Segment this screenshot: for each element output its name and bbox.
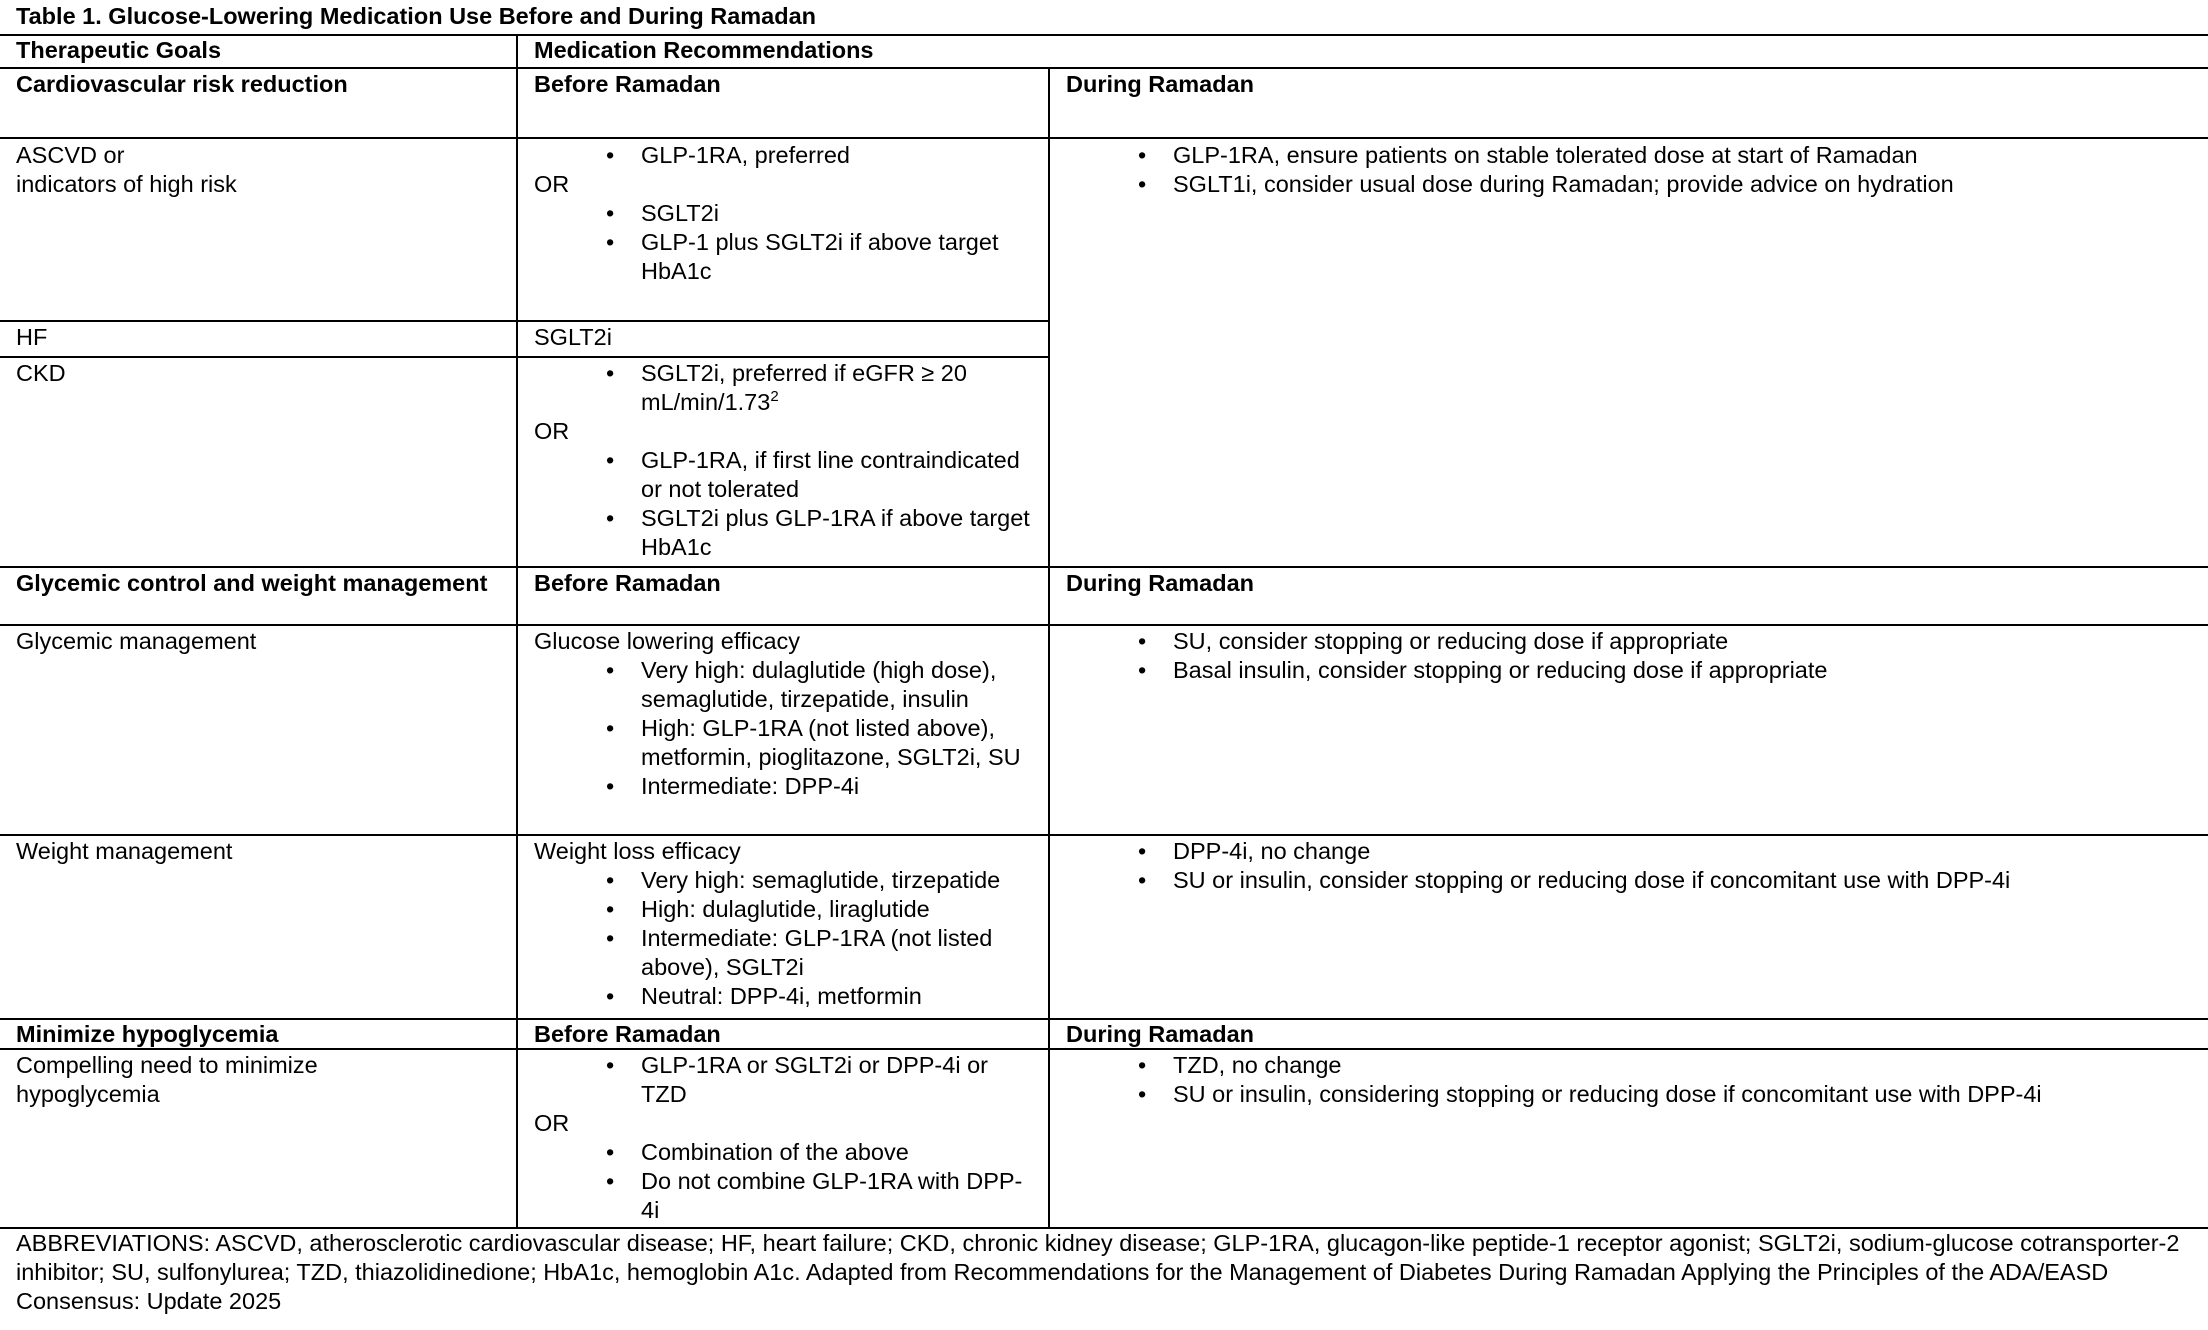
list-item: • GLP-1RA, preferred (534, 141, 1034, 170)
list-item: • SU or insulin, consider stopping or reducing dose if concomitant use with DPP-4i (1066, 866, 2196, 895)
goal-weight-management: Weight management (16, 838, 233, 864)
glycemic-before (534, 627, 1034, 801)
weight-during (1066, 837, 2196, 895)
list-item: • Intermediate: GLP-1RA (not listed above), SGLT2i (534, 924, 1034, 982)
list-item: • SGLT2i (534, 199, 1034, 228)
col-divider-1 (516, 34, 518, 1229)
before-ramadan-label: Before Ramadan (534, 1021, 721, 1047)
goal-hypoglycemia (16, 1051, 318, 1109)
rule-weight-top (0, 834, 2208, 836)
rule-section2-top (0, 566, 2208, 568)
rule-ckd-top (0, 356, 1049, 358)
rule-top (0, 34, 2208, 36)
list-item: • SGLT1i, consider usual dose during Ramadan; provide advice on hydration (1066, 170, 2196, 199)
during-ramadan-label: During Ramadan (1066, 570, 1255, 596)
or-text: OR (534, 1110, 570, 1136)
goal-hf: HF (16, 324, 48, 350)
list-item: • GLP-1RA, if first line contraindicated or not tolerated (534, 446, 1034, 504)
header-medication-recommendations: Medication Recommendations (534, 37, 874, 63)
goal-ckd: CKD (16, 360, 66, 386)
list-item: • TZD, no change (1066, 1051, 2196, 1080)
during-ramadan-label: During Ramadan (1066, 71, 1255, 97)
list-item: • SU, consider stopping or reducing dose if appropriate (1066, 627, 2196, 656)
hf-before: SGLT2i (534, 324, 612, 350)
list-item: • Intermediate: DPP-4i (534, 772, 1034, 801)
goal-hypo-line1: Compelling need to minimize (16, 1052, 318, 1078)
list-item: • DPP-4i, no change (1066, 837, 2196, 866)
superscript: 2 (770, 388, 779, 406)
rule-hf-top (0, 320, 1049, 322)
ckd-before (534, 359, 1034, 562)
abbreviations-footnote: ABBREVIATIONS: ASCVD, atherosclerotic cardiovascular disease; HF, heart failure; CKD, chronic kidney disease; GLP-1RA, glucagon-like peptide-1 receptor agonist; SGLT2i, sodium-glucose cotransporter-2 inhibitor; SU, sulfonylurea; TZD, thiazolidinedione; HbA1c, hemoglobin A1c. Adapted from Recommendations for the Management of Diabetes During Ramadan Applying the Principles of the ADA/EASD Consensus: Update 2025 (16, 1230, 2180, 1314)
header-therapeutic-goals: Therapeutic Goals (16, 37, 222, 63)
list-item: • SGLT2i plus GLP-1RA if above target HbA1c (534, 504, 1034, 562)
hypo-during (1066, 1051, 2196, 1109)
efficacy-intro: Weight loss efficacy (534, 838, 741, 864)
goal-hypo-line2: hypoglycemia (16, 1081, 160, 1107)
glycemic-during (1066, 627, 2196, 685)
ascvd-during (1066, 141, 2196, 199)
or-text: OR (534, 171, 570, 197)
hypo-before (534, 1051, 1034, 1225)
list-item: • Neutral: DPP-4i, metformin (534, 982, 1034, 1011)
table-title: Table 1. Glucose-Lowering Medication Use Before and During Ramadan (16, 3, 817, 29)
section-heading-glycemic: Glycemic control and weight management (16, 570, 488, 596)
goal-glycemic-management: Glycemic management (16, 628, 257, 654)
goal-ascvd (16, 141, 237, 199)
ckd-egfr-text: SGLT2i, preferred if eGFR ≥ 20 mL/min/1.73 (641, 360, 967, 415)
goal-ascvd-line2: indicators of high risk (16, 171, 237, 197)
list-item: • Very high: dulaglutide (high dose), semaglutide, tirzepatide, insulin (534, 656, 1034, 714)
rule-section1-head (0, 137, 2208, 139)
list-item: • GLP-1RA, ensure patients on stable tolerated dose at start of Ramadan (1066, 141, 2196, 170)
list-item: • GLP-1RA or SGLT2i or DPP-4i or TZD (534, 1051, 1034, 1109)
list-item: • Very high: semaglutide, tirzepatide (534, 866, 1034, 895)
during-ramadan-label: During Ramadan (1066, 1021, 1255, 1047)
list-item: • SU or insulin, considering stopping or reducing dose if concomitant use with DPP-4i (1066, 1080, 2196, 1109)
efficacy-intro: Glucose lowering efficacy (534, 628, 801, 654)
list-item: • Basal insulin, consider stopping or reducing dose if appropriate (1066, 656, 2196, 685)
list-item (534, 359, 1034, 417)
col-divider-2 (1048, 67, 1050, 1229)
list-item: • High: dulaglutide, liraglutide (534, 895, 1034, 924)
list-item: • Combination of the above (534, 1138, 1034, 1167)
before-ramadan-label: Before Ramadan (534, 570, 721, 596)
ascvd-before (534, 141, 1034, 286)
list-item: • High: GLP-1RA (not listed above), metformin, pioglitazone, SGLT2i, SU (534, 714, 1034, 772)
rule-section2-head (0, 624, 2208, 626)
goal-ascvd-line1: ASCVD or (16, 142, 125, 168)
before-ramadan-label: Before Ramadan (534, 71, 721, 97)
section-heading-hypoglycemia: Minimize hypoglycemia (16, 1021, 279, 1047)
or-text: OR (534, 418, 570, 444)
rule-header (0, 67, 2208, 69)
weight-before (534, 837, 1034, 1011)
section-heading-cardiovascular: Cardiovascular risk reduction (16, 71, 348, 97)
list-item: • Do not combine GLP-1RA with DPP-4i (534, 1167, 1034, 1225)
list-item: • GLP-1 plus SGLT2i if above target HbA1c (534, 228, 1034, 286)
